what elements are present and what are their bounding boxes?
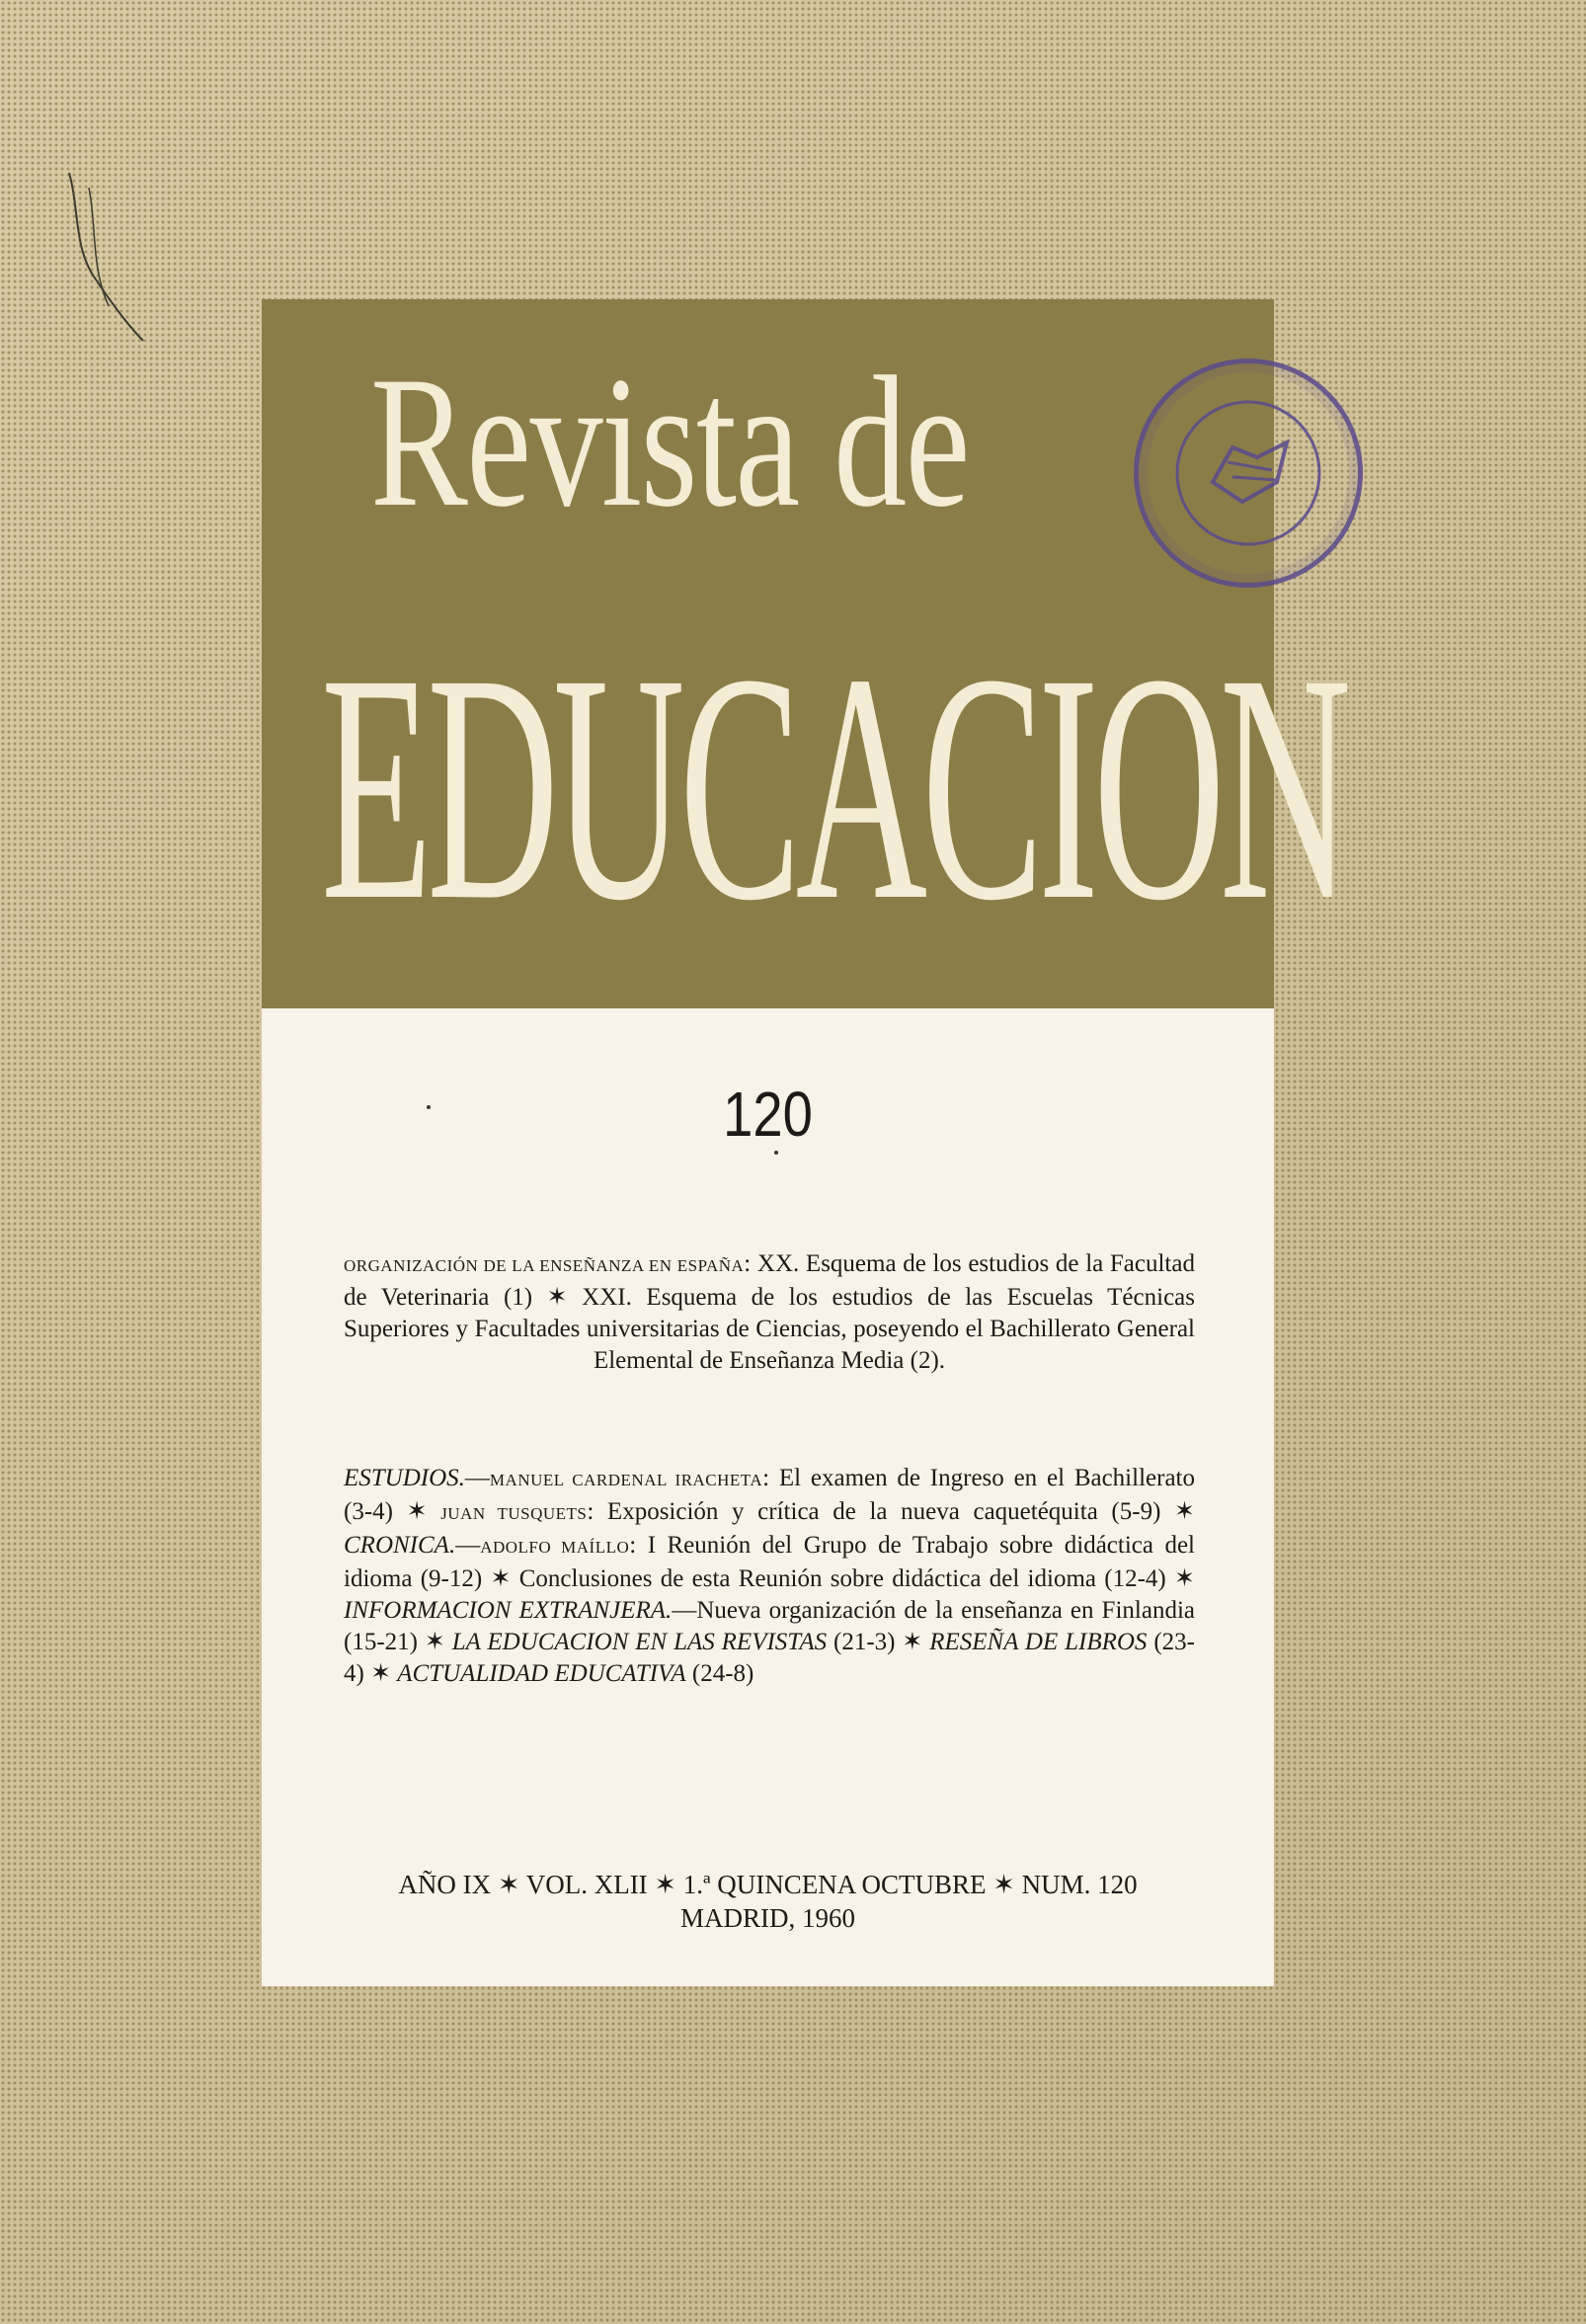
section-heading-estudios: ESTUDIOS.: [344, 1465, 465, 1491]
title-band: [262, 299, 1346, 1008]
contents-panel: [262, 1008, 1274, 1986]
entry-text: (21-3) ✶: [827, 1629, 930, 1655]
entry-text: —Nueva organización de la enseñanza en Finlandia (15-21) ✶: [344, 1597, 1195, 1655]
entry-text: : El examen de Ingreso en el Bachillerato (3-4) ✶: [344, 1465, 1195, 1525]
author-name: JUAN TUSQUETS: [440, 1504, 588, 1523]
publication-volume-line: AÑO IX ✶ VOL. XLII ✶ 1.ª QUINCENA OCTUBRE ✶ NUM. 120: [398, 1870, 1138, 1899]
pencil-scratch-mark: [59, 168, 158, 346]
section-heading-revistas: LA EDUCACION EN LAS REVISTAS: [451, 1629, 828, 1655]
publication-place-date: MADRID, 1960: [679, 1903, 855, 1933]
summary-estudios: ESTUDIOS.—MANUEL CARDENAL IRACHETA: El examen de Ingreso en el Bachillerato (3-4) ✶ JUAN TUSQUETS: Exposición y crítica de la nueva caquetéquita (5-9) ✶ CRONICA.—ADOLFO MAÍLLO: I Reunión del Grupo de Trabajo sobre didáctica del idioma (9-12) ✶ Conclusiones de esta Reunión sobre didáctica del idioma (12-4) ✶ INFORMACION EXTRANJERA.—Nueva organización de la enseñanza en Finlandia (15-21) ✶ LA EDUCACION EN LAS REVISTAS (21-3) ✶ RESEÑA DE LIBROS (23-4) ✶ ACTUALIDAD EDUCATIVA (24-8): [344, 1465, 1196, 1687]
section-text: : XX. Esquema de los estudios de la Facultad de Veterinaria (1) ✶ XXI. Esquema de los estudios de las Escuelas Técnicas Superiores y Facultades universitarias de Ciencias, poseyendo el Bachillerato General Elemental de Enseñanza Media (2).: [344, 1250, 1195, 1374]
section-label: ORGANIZACIÓN DE LA ENSEÑANZA EN ESPAÑA: [344, 1256, 745, 1275]
author-name: MANUEL CARDENAL IRACHETA: [489, 1471, 763, 1489]
section-heading-resena: RESEÑA DE LIBROS: [929, 1629, 1148, 1655]
library-seal-stamp: [1134, 359, 1363, 588]
entry-text: (24-8): [685, 1660, 754, 1687]
magazine-title-line1: Revista de: [370, 339, 969, 546]
summary-organizacion: [344, 1248, 1195, 1377]
section-heading-actualidad: ACTUALIDAD EDUCATIVA: [397, 1660, 686, 1687]
entry-text: : I Reunión del Grupo de Trabajo sobre didáctica del idioma (9-12) ✶ Conclusiones de esta Reunión sobre didáctica del idioma (12-4) ✶: [344, 1532, 1196, 1592]
print-dot: [774, 1151, 778, 1155]
author-name: ADOLFO MAÍLLO: [480, 1538, 630, 1557]
magazine-title-line2: EDUCACION: [321, 607, 1346, 968]
entry-text: : Exposición y crítica de la nueva caquetéquita (5-9) ✶: [587, 1498, 1195, 1525]
section-heading-informacion: INFORMACION EXTRANJERA.: [344, 1597, 673, 1624]
publication-info: [262, 1868, 1274, 1935]
section-heading-cronica: CRONICA.: [344, 1532, 456, 1559]
issue-number: 120: [723, 1079, 813, 1150]
entry-text: (23-4) ✶: [344, 1629, 1195, 1687]
